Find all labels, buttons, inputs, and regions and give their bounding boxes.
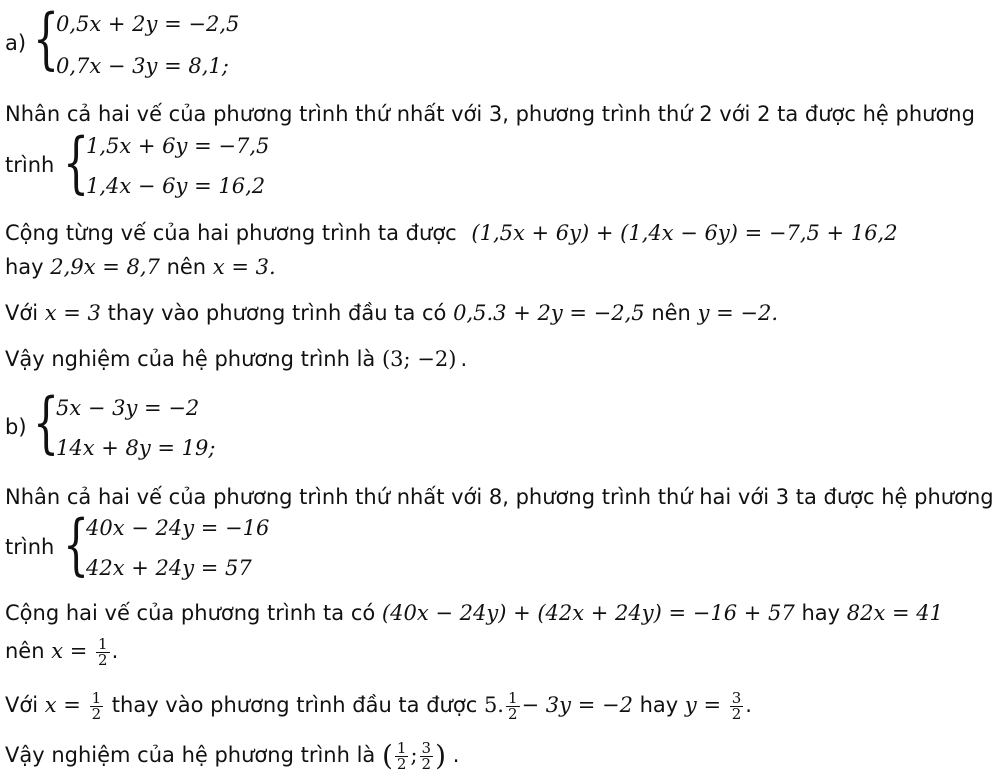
part-a-conclusion-end: . [460,347,468,371]
part-b-step2b [5,636,994,668]
fraction-denominator: 2 [91,704,102,723]
part-a-step1-text: Nhân cả hai vế của phương trình thứ nhất với 3, phương trình thứ 2 với 2 ta được hệ phương [5,102,975,126]
fraction-three-half-2 [420,738,434,773]
part-b-step2b-end: . [111,639,119,663]
part-a-step3-math2: 0,5.3 + 2y = −2,5 [453,301,645,325]
part-b-step3-pre: Với [5,693,39,717]
equation-a3: 1,5x + 6y = −7,5 [86,134,270,158]
fraction-numerator: 3 [421,738,432,757]
part-b-step3-end: . [745,693,752,717]
part-a-step3-math3: y = −2. [697,301,779,325]
part-b-label: b) [5,415,27,439]
right-paren: ) [435,739,447,772]
brace-a: { [33,0,60,77]
part-b-step3-mid2: hay [639,693,679,717]
part-a-step2b-mid: nên [166,255,207,279]
part-b-step2-math2: 82x = 41 [846,601,943,625]
part-b-step3-math2a: 5. [483,693,504,717]
part-b-step3-math1: x = [44,693,81,717]
fraction-one-half-3 [506,688,520,723]
brace-b: { [33,384,60,461]
fraction-denominator: 2 [421,754,432,773]
fraction-denominator: 2 [507,704,518,723]
brace-a2: { [63,124,90,201]
equation-b4: 42x + 24y = 57 [86,556,252,580]
part-b-step2-text: Cộng hai vế của phương trình ta có [5,601,376,625]
part-b-step2b-pre: nên [5,639,45,663]
part-a-step2b-pre: hay [5,255,44,279]
part-a-conclusion-math: (3; −2) [381,347,457,371]
fraction-one-half-4 [395,738,409,773]
part-b-step2b-math: x = [51,639,88,663]
part-a-step2b-math1: 2,9x = 8,7 [50,255,160,279]
part-b-step3-mid: thay vào phương trình đầu ta được [111,693,478,717]
part-b-conclusion-end: . [452,743,460,767]
part-a-step3-math1: x = 3 [44,301,101,325]
fraction-denominator: 2 [731,704,742,723]
fraction-denominator: 2 [396,754,407,773]
equation-a4: 1,4x − 6y = 16,2 [86,174,266,198]
part-a-label: a) [5,31,27,55]
part-b-step2-math: (40x − 24y) + (42x + 24y) = −16 + 57 [381,601,795,625]
equation-b1: 5x − 3y = −2 [56,396,200,420]
part-a-step2b-math2: x = 3. [212,255,276,279]
part-a-step3 [5,298,994,328]
fraction-numerator: 1 [98,634,108,653]
part-b-step2-mid: hay [801,601,841,625]
left-paren: ( [381,739,393,772]
brace-b2: { [63,506,90,583]
fraction-numerator: 1 [396,738,407,757]
part-a-step2-math: (1,5x + 6y) + (1,4x − 6y) = −7,5 + 16,2 [471,221,898,245]
part-a-step3-pre: Với [5,301,39,325]
part-b-conclusion-pre: Vậy nghiệm của hệ phương trình là [5,743,376,767]
part-a-step2-text: Cộng từng vế của hai phương trình ta được [5,221,457,245]
fraction-numerator: 1 [507,688,518,707]
part-b-step3 [5,690,994,722]
part-a-step1-label: trình [5,153,55,177]
part-b-step3-math2b: − 3y = −2 [521,693,633,717]
part-a-step3-mid2: nên [651,301,691,325]
fraction-numerator: 3 [731,688,742,707]
part-b-conclusion-sep: ; [410,743,418,767]
equation-b3: 40x − 24y = −16 [86,516,270,540]
equation-a1: 0,5x + 2y = −2,5 [56,12,240,36]
equation-a2: 0,7x − 3y = 8,1; [56,54,229,78]
part-b-step3-math3: y = [684,693,722,717]
part-b-step1 [5,482,994,512]
part-a-conclusion [5,344,994,374]
fraction-one-half-2 [90,688,104,723]
fraction-three-half [730,688,744,723]
part-a-step3-mid: thay vào phương trình đầu ta có [107,301,447,325]
fraction-denominator: 2 [98,650,108,669]
part-b-step1-text: Nhân cả hai vế của phương trình thứ nhất với 8, phương trình thứ hai với 3 ta được hệ phương [5,485,994,509]
part-a-conclusion-pre: Vậy nghiệm của hệ phương trình là [5,347,376,371]
fraction-one-half [96,634,110,669]
fraction-numerator: 1 [91,688,102,707]
equation-b2: 14x + 8y = 19; [56,436,216,460]
part-a-step1 [5,99,994,129]
part-a-step2 [5,218,994,248]
part-b-step1-label: trình [5,535,55,559]
part-b-step2 [5,598,994,628]
part-b-conclusion [5,740,994,772]
part-a-step2b [5,252,994,282]
